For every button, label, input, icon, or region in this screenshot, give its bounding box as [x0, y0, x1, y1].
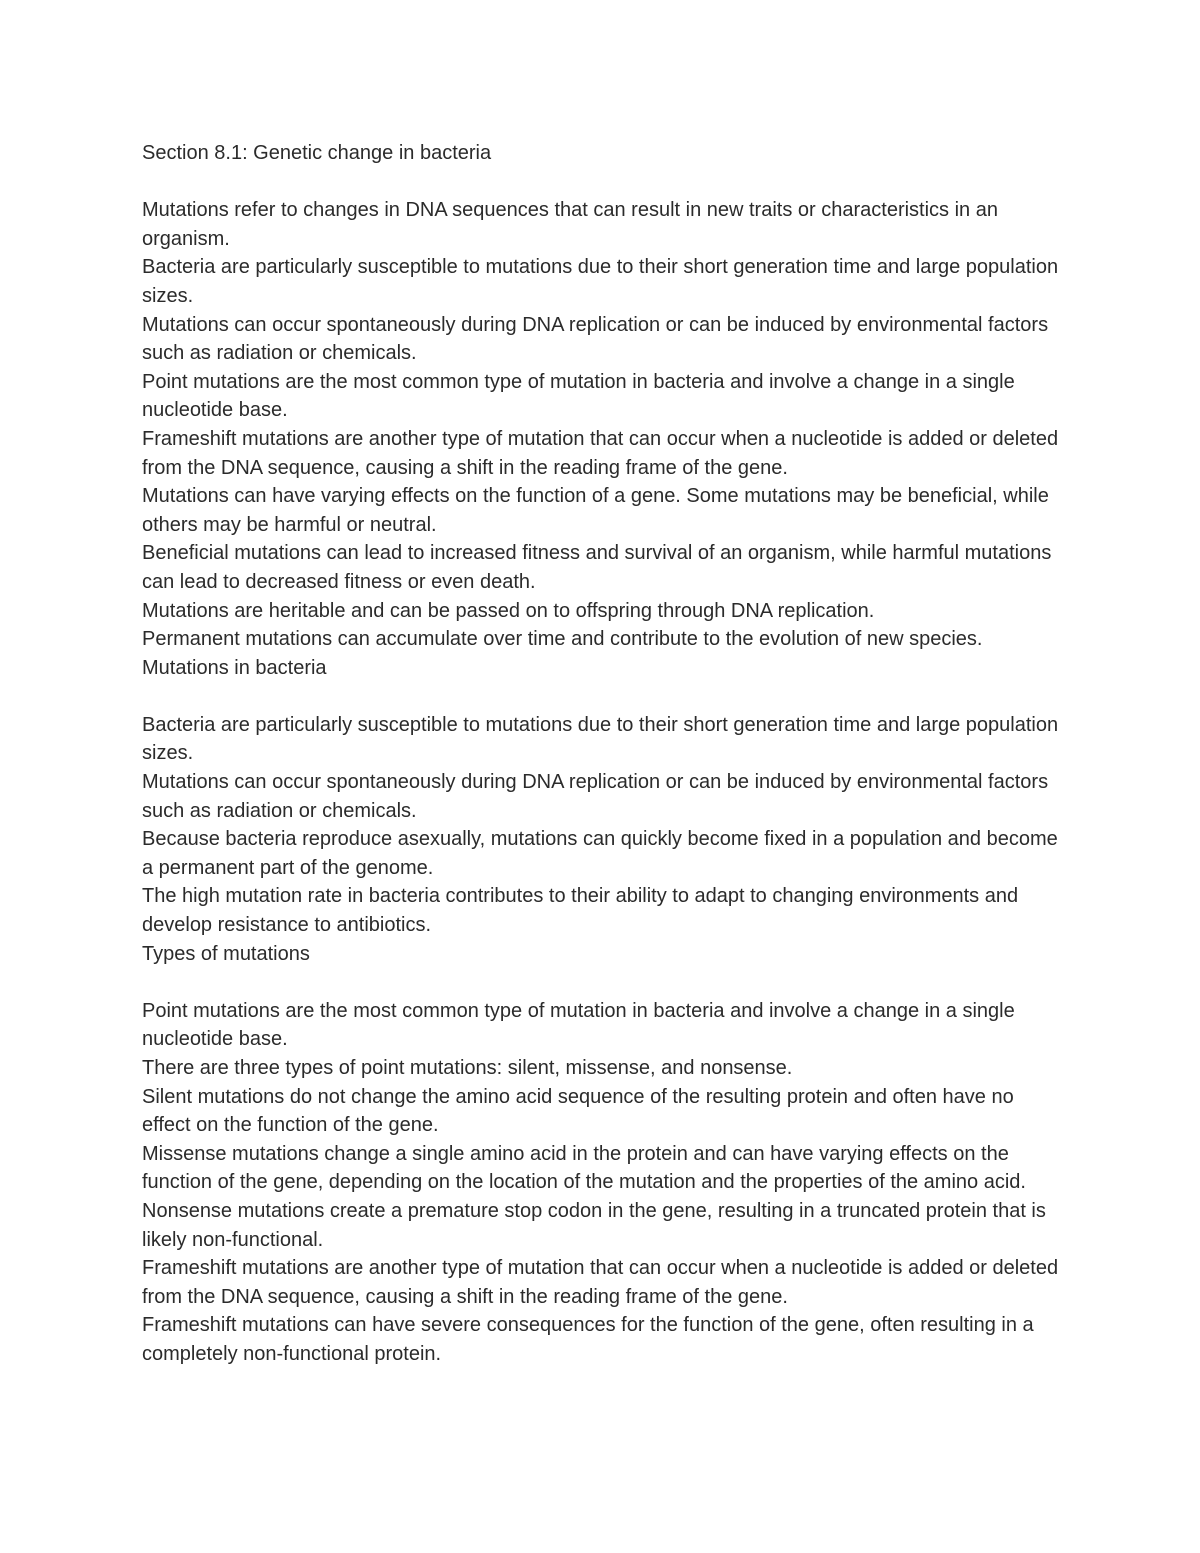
paragraph: Mutations can occur spontaneously during DNA replication or can be induced by environmental factors such as radiation or chemicals.	[142, 771, 1049, 822]
document-title: Section 8.1: Genetic change in bacteria	[142, 142, 492, 164]
paragraph: Bacteria are particularly susceptible to mutations due to their short generation time and large population sizes.	[142, 256, 1059, 307]
paragraph: Beneficial mutations can lead to increased fitness and survival of an organism, while harmful mutations can lead to decreased fitness or even death.	[142, 542, 1052, 593]
paragraph: Silent mutations do not change the amino acid sequence of the resulting protein and often have no effect on the function of the gene.	[142, 1085, 1014, 1137]
blank-line	[142, 682, 1067, 711]
paragraph: Because bacteria reproduce asexually, mutations can quickly become fixed in a population and become a permanent part of the genome.	[142, 828, 1058, 879]
paragraph: Frameshift mutations are another type of mutation that can occur when a nucleotide is added or deleted from the DNA sequence, causing a shift in the reading frame of the gene.	[142, 1257, 1059, 1308]
section-heading: Mutations in bacteria	[142, 656, 327, 679]
paragraph: Frameshift mutations can have severe consequences for the function of the gene, often resulting in a completely non-functional protein.	[142, 1314, 1034, 1365]
paragraph: Frameshift mutations are another type of mutation that can occur when a nucleotide is added or deleted from the DNA sequence, causing a shift in the reading frame of the gene.	[142, 427, 1059, 479]
paragraph: Point mutations are the most common type of mutation in bacteria and involve a change in a single nucleotide base.	[142, 370, 1015, 422]
paragraph: Mutations are heritable and can be passed on to offspring through DNA replication.	[142, 599, 875, 622]
paragraph: The high mutation rate in bacteria contributes to their ability to adapt to changing environments and develop resistance to antibiotics.	[142, 885, 1019, 937]
paragraph: Bacteria are particularly susceptible to mutations due to their short generation time and large population sizes.	[142, 713, 1059, 765]
blank-line	[142, 968, 1067, 997]
paragraph: There are three types of point mutations: silent, missense, and nonsense.	[142, 1057, 793, 1079]
section-heading: Types of mutations	[142, 942, 310, 965]
paragraph: Mutations refer to changes in DNA sequences that can result in new traits or characteristics in an organism.	[142, 199, 998, 250]
paragraph: Mutations can occur spontaneously during DNA replication or can be induced by environmental factors such as radiation or chemicals.	[142, 313, 1049, 365]
paragraph: Missense mutations change a single amino acid in the protein and can have varying effects on the function of the gene, depending on the location of the mutation and the properties of the amino acid.	[142, 1142, 1026, 1194]
paragraph: Point mutations are the most common type of mutation in bacteria and involve a change in a single nucleotide base.	[142, 999, 1015, 1051]
document-body	[142, 139, 1067, 1369]
blank-line	[142, 168, 1067, 197]
paragraph: Permanent mutations can accumulate over time and contribute to the evolution of new species.	[142, 628, 983, 651]
paragraph: Mutations can have varying effects on the function of a gene. Some mutations may be beneficial, while others may be harmful or neutral.	[142, 485, 1049, 536]
paragraph: Nonsense mutations create a premature stop codon in the gene, resulting in a truncated protein that is likely non-functional.	[142, 1199, 1046, 1251]
